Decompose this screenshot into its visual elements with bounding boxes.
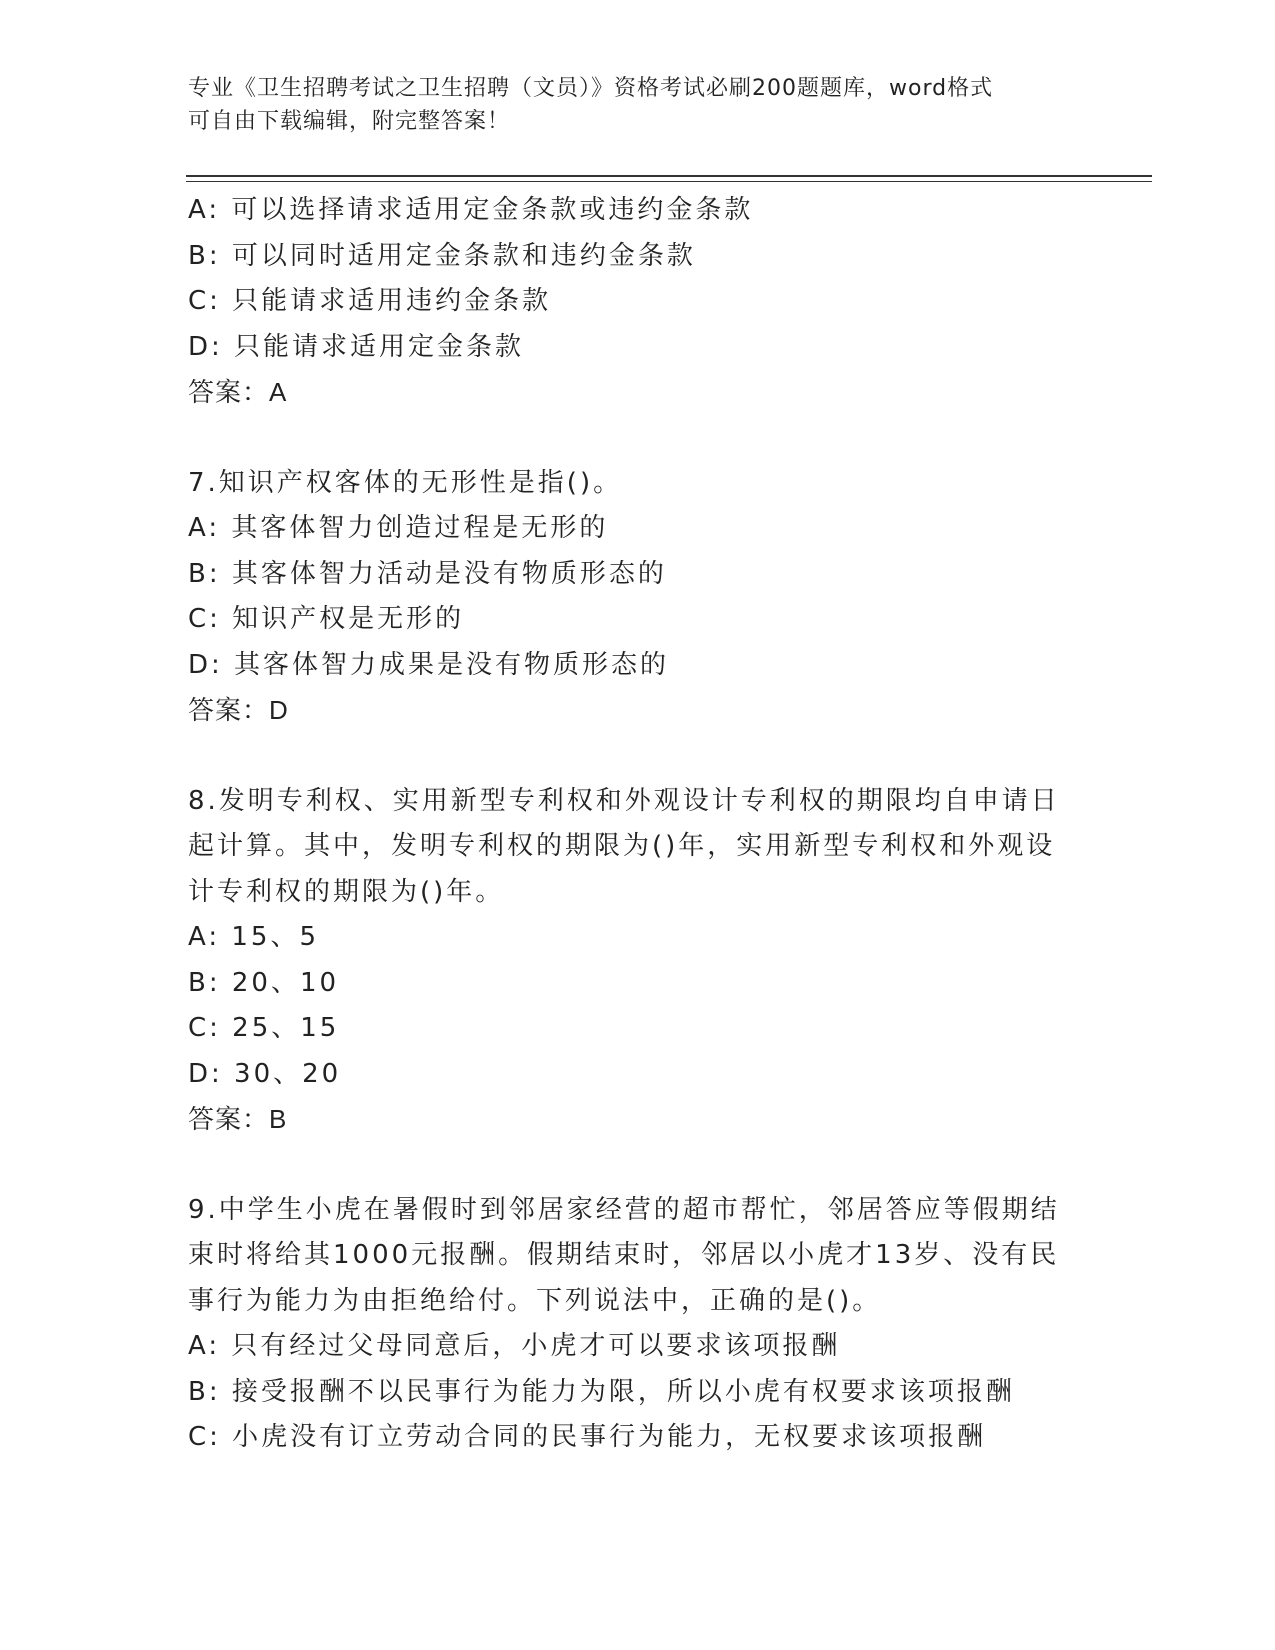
option-d: D: 只能请求适用定金条款	[188, 331, 525, 362]
question-text-line-2: 起计算。其中，发明专利权的期限为()年，实用新型专利权和外观设	[188, 831, 1056, 861]
option-a: A: 15、5	[188, 922, 319, 952]
spacer	[188, 416, 1088, 461]
option-c: C: 小虎没有订立劳动合同的民事行为能力，无权要求该项报酬	[188, 1422, 987, 1452]
option-b: B: 接受报酬不以民事行为能力为限，所以小虎有权要求该项报酬	[188, 1376, 1015, 1407]
question-text-line-2: 束时将给其1000元报酬。假期结束时，邻居以小虎才13岁、没有民	[188, 1240, 1060, 1270]
header-line-1: 专业《卫生招聘考试之卫生招聘（文员）》资格考试必刷200题题库，word格式	[188, 76, 994, 101]
question-8	[188, 779, 1088, 1143]
option-b: B: 其客体智力活动是没有物质形态的	[188, 558, 667, 589]
answer: 答案：D	[188, 695, 289, 725]
spacer	[188, 1143, 1088, 1188]
option-a: A: 可以选择请求适用定金条款或违约金条款	[188, 195, 754, 225]
question-list	[188, 188, 1088, 1461]
question-text: 7.知识产权客体的无形性是指()。	[188, 467, 623, 498]
header-rule-bottom	[186, 181, 1152, 182]
option-c: C: 25、15	[188, 1013, 340, 1043]
answer: 答案：A	[188, 377, 288, 407]
answer: 答案：B	[188, 1104, 288, 1134]
option-b: B: 20、10	[188, 967, 340, 998]
question-7	[188, 461, 1088, 734]
question-text-line-3: 计专利权的期限为()年。	[188, 876, 505, 907]
spacer	[188, 734, 1088, 779]
header-rule-top	[186, 175, 1152, 177]
option-d: D: 30、20	[188, 1058, 342, 1089]
option-a: A: 其客体智力创造过程是无形的	[188, 513, 609, 543]
header-line-2: 可自由下载编辑，附完整答案！	[188, 109, 511, 134]
question-6	[188, 188, 1088, 416]
question-text-line-1: 8.发明专利权、实用新型专利权和外观设计专利权的期限均自申请日	[188, 785, 1060, 816]
option-d: D: 其客体智力成果是没有物质形态的	[188, 649, 670, 680]
question-9	[188, 1188, 1088, 1461]
document-header	[188, 72, 1068, 138]
option-c: C: 知识产权是无形的	[188, 604, 465, 634]
option-a: A: 只有经过父母同意后，小虎才可以要求该项报酬	[188, 1331, 841, 1361]
question-text-line-3: 事行为能力为由拒绝给付。下列说法中，正确的是()。	[188, 1285, 882, 1316]
option-b: B: 可以同时适用定金条款和违约金条款	[188, 240, 696, 271]
question-text-line-1: 9.中学生小虎在暑假时到邻居家经营的超市帮忙，邻居答应等假期结	[188, 1194, 1060, 1225]
option-c: C: 只能请求适用违约金条款	[188, 286, 552, 316]
